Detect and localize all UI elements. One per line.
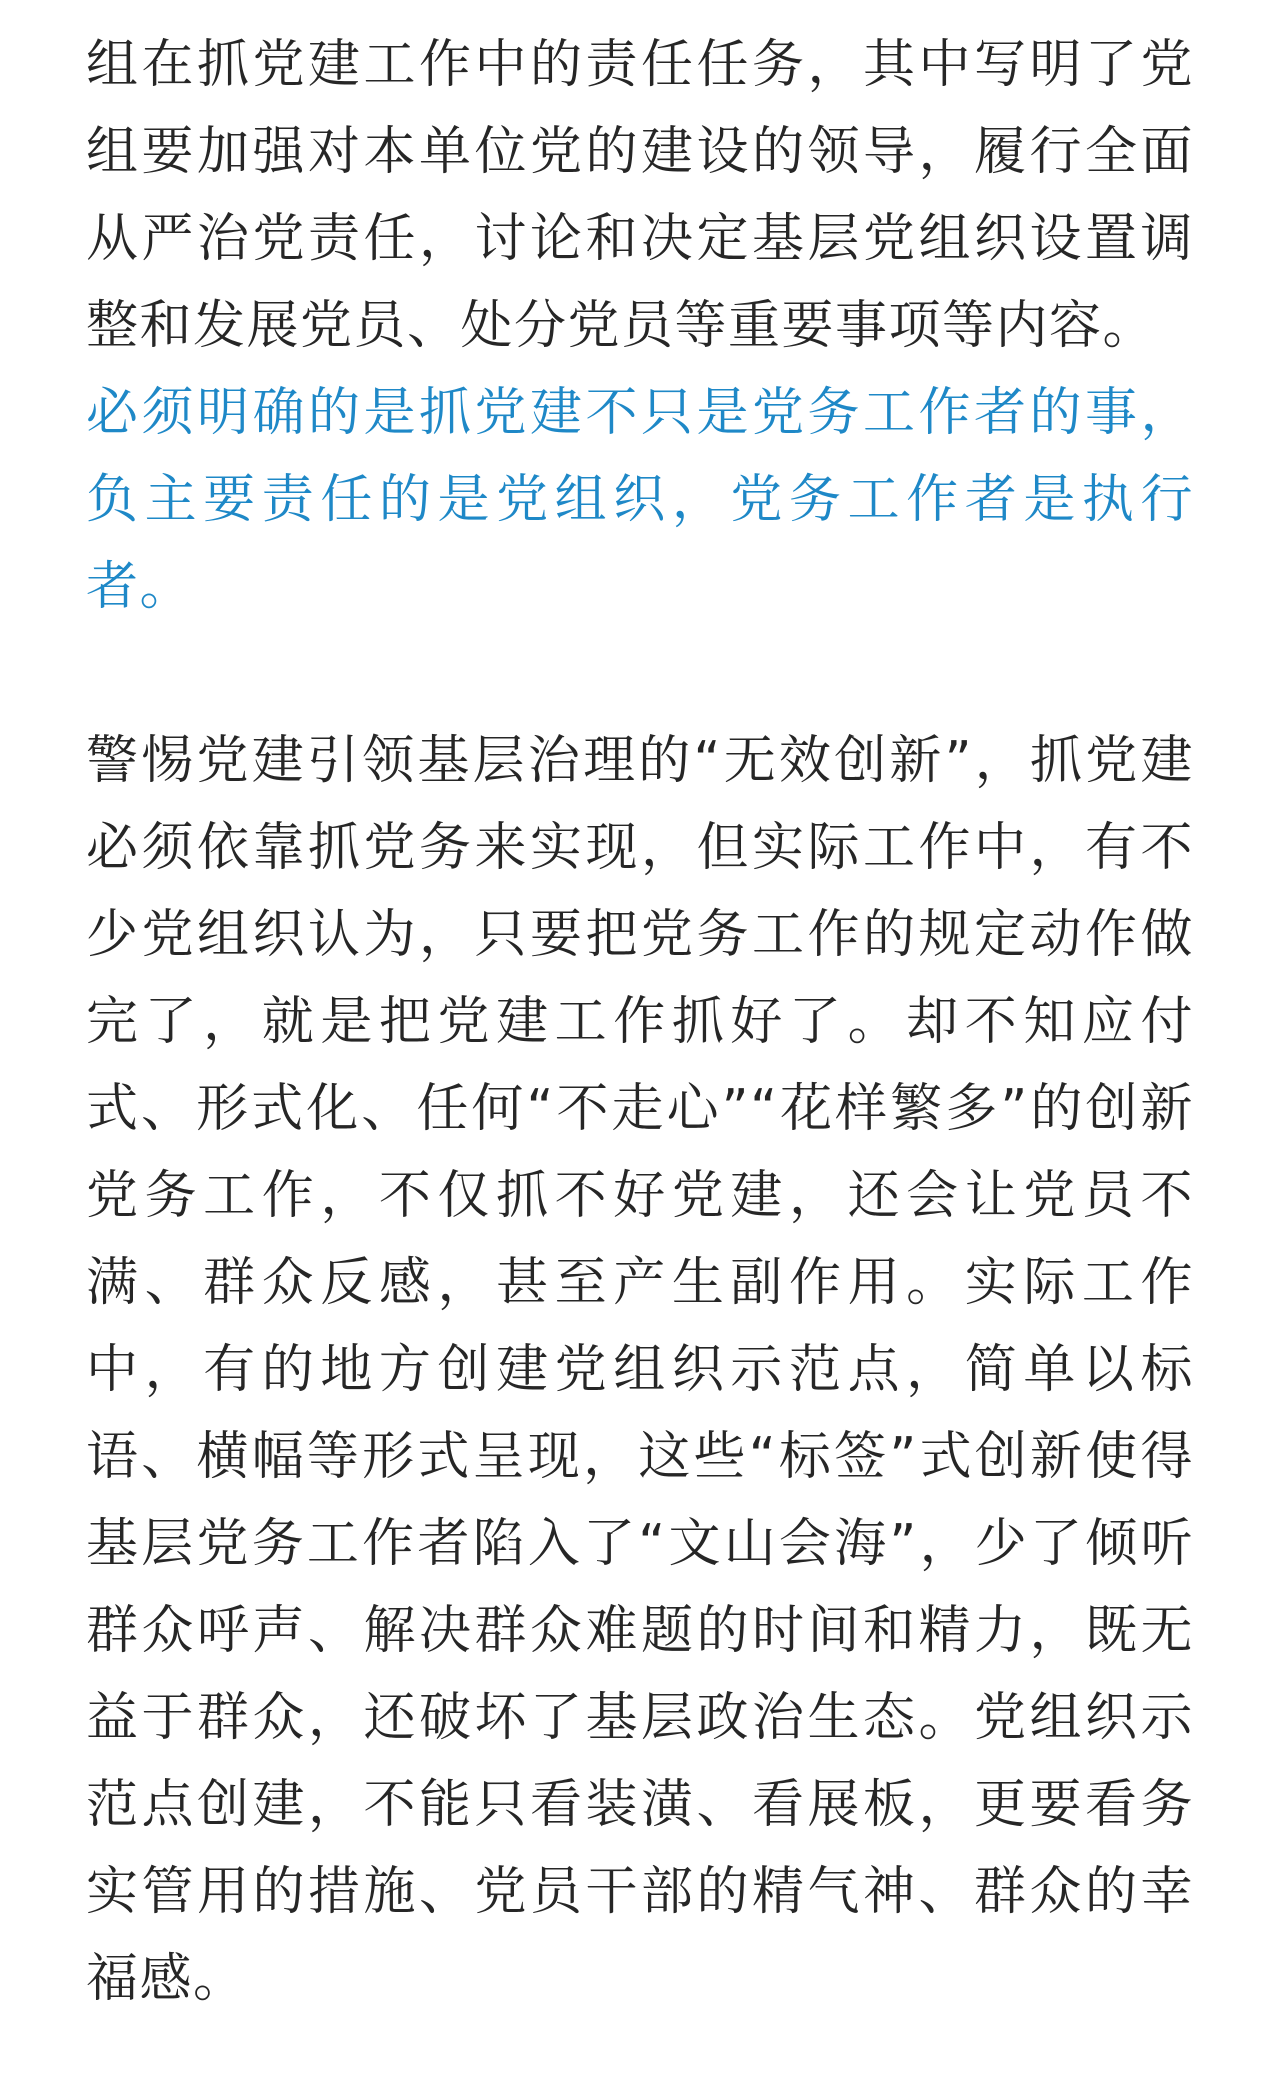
article-body	[86, 22, 1194, 2023]
paragraph-text: 警惕党建引领基层治理的“无效创新”，抓党建必须依靠抓党务来实现，但实际工作中，有不少党组织认为，只要把党务工作的规定动作做完了，就是把党建工作抓好了。却不知应付式、形式化、任何“不走心”“花样繁多”的创新党务工作，不仅抓不好党建，还会让党员不满、群众反感，甚至产生副作用。实际工作中，有的地方创建党组织示范点，简单以标语、横幅等形式呈现，这些“标签”式创新使得基层党务工作者陷入了“文山会海”，少了倾听群众呼声、解决群众难题的时间和精力，既无益于群众，还破坏了基层政治生态。党组织示范点创建，不能只看装潢、看展板，更要看务实管用的措施、党员干部的精气神、群众的幸福感。	[86, 731, 1194, 2009]
paragraph-responsibility	[86, 22, 1194, 631]
paragraph-ineffective-innovation	[86, 718, 1194, 2023]
paragraph-text: 组在抓党建工作中的责任任务，其中写明了党组要加强对本单位党的建设的领导，履行全面从严治党责任，讨论和决定基层党组织设置调整和发展党员、处分党员等重要事项等内容。	[86, 35, 1194, 356]
highlighted-sentence: 必须明确的是抓党建不只是党务工作者的事，负主要责任的是党组织，党务工作者是执行者。	[86, 383, 1194, 617]
